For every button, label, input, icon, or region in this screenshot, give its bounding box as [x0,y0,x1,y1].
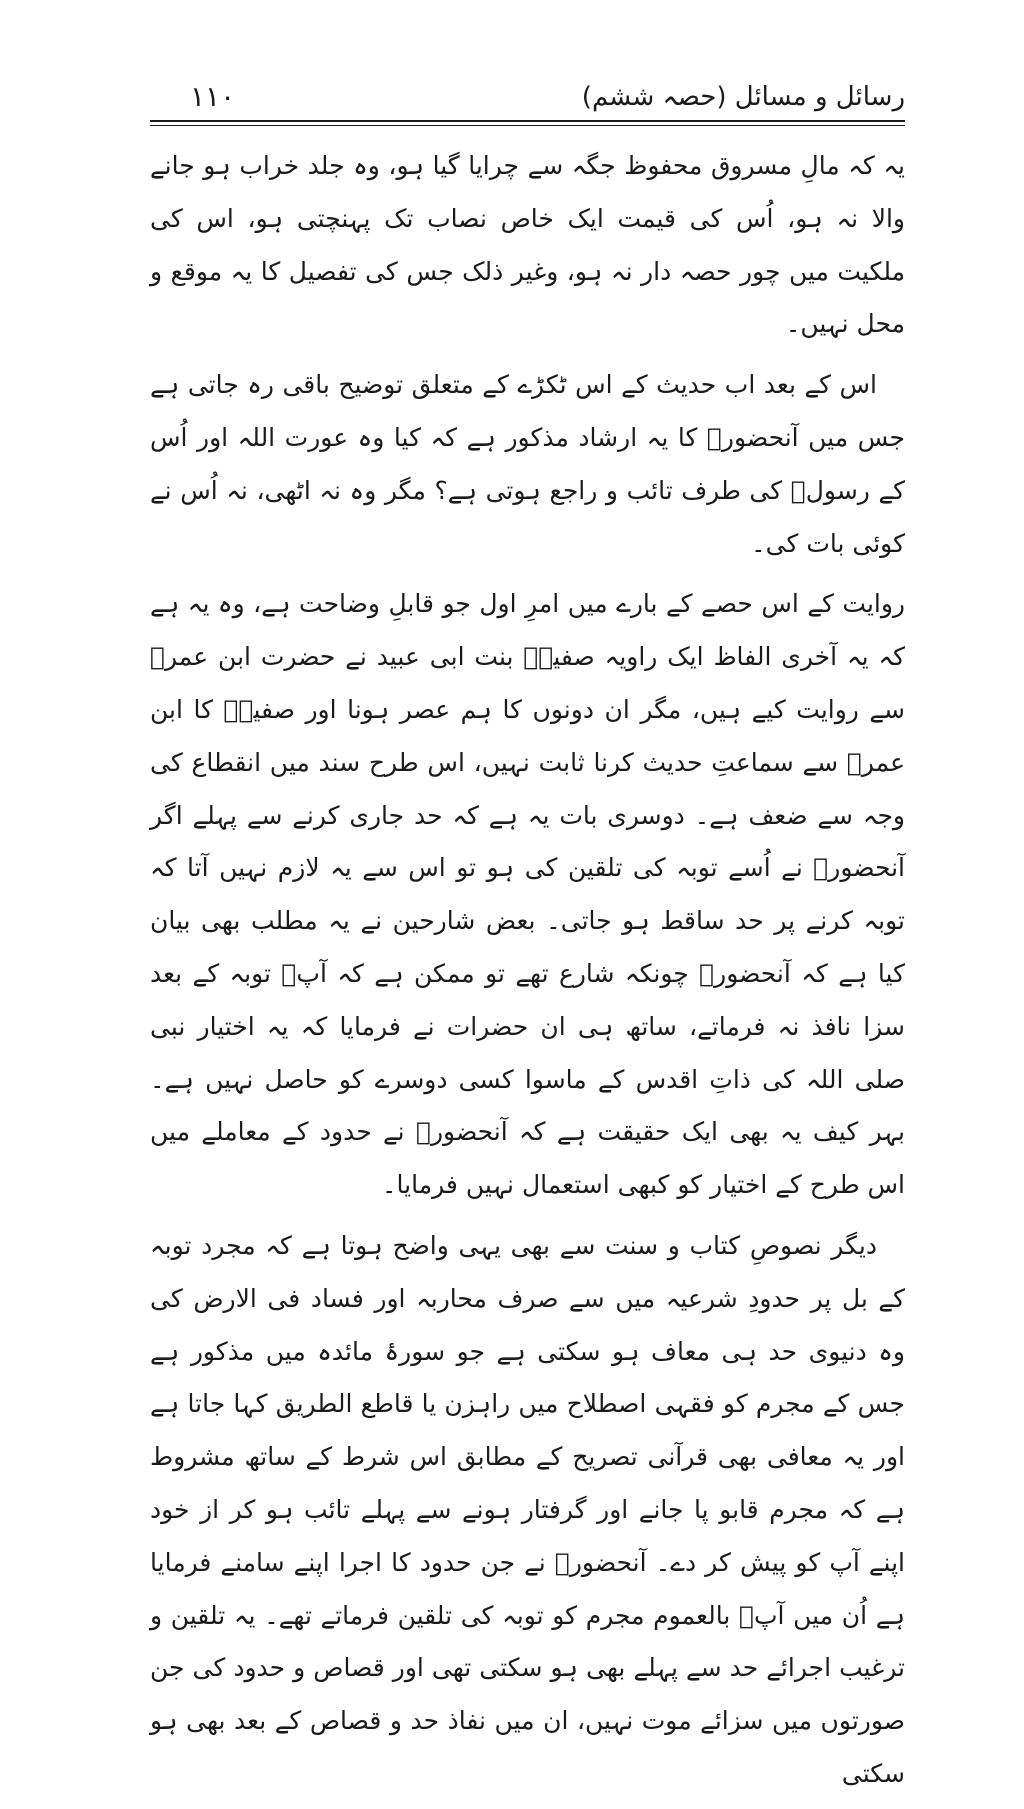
running-title: رسائل و مسائل (حصہ ششم) [581,82,905,112]
page-header [150,72,905,120]
body-text [150,140,905,1809]
paragraph-1: یہ کہ مالِ مسروق محفوظ جگہ سے چرایا گیا ہو، وہ جلد خراب ہو جانے والا نہ ہو، اُس کی قیمت ایک خاص نصاب تک پہنچتی ہو، اس کی ملکیت میں چور حصہ دار نہ ہو، وغیر ذلک جس کی تفصیل کا یہ موقع و محل نہیں۔ [150,151,905,339]
header-rule-thin [150,125,905,126]
paragraph-4: دیگر نصوصِ کتاب و سنت سے بھی یہی واضح ہوتا ہے کہ مجرد توبہ کے بل پر حدودِ شرعیہ میں سے صرف محاربہ اور فساد فی الارض کی وہ دنیوی حد ہی معاف ہو سکتی ہے جو سورۂ مائدہ میں مذکور ہے جس کے مجرم کو فقہی اصطلاح میں راہزن یا قاطع الطریق کہا جاتا ہے اور یہ معافی بھی قرآنی تصریح کے مطابق اس شرط کے ساتھ مشروط ہے کہ مجرم قابو پا جانے اور گرفتار ہونے سے پہلے تائب ہو کر از خود اپنے آپ کو پیش کر دے۔ آنحضورؐ نے جن حدود کا اجرا اپنے سامنے فرمایا ہے اُن میں آپؐ بالعموم مجرم کو توبہ کی تلقین فرماتے تھے۔ یہ تلقین و ترغیب اجرائے حد سے پہلے بھی ہو سکتی تھی اور قصاص و حدود کی جن صورتوں میں سزائے موت نہیں، ان میں نفاذ حد و قصاص کے بعد بھی ہو سکتی [150,1230,905,1788]
paragraph-3: روایت کے اس حصے کے بارے میں امرِ اول جو قابلِ وضاحت ہے، وہ یہ ہے کہ یہ آخری الفاظ ایک راویہ صفیہؒ بنت ابی عبید نے حضرت ابن عمرؓ سے روایت کیے ہیں، مگر ان دونوں کا ہم عصر ہونا اور صفیہؒ کا ابن عمرؓ سے سماعتِ حدیث کرنا ثابت نہیں، اس طرح سند میں انقطاع کی وجہ سے ضعف ہے۔ دوسری بات یہ ہے کہ حد جاری کرنے سے پہلے اگر آنحضورؐ نے اُسے توبہ کی تلقین کی ہو تو اس سے یہ لازم نہیں آتا کہ توبہ کرنے پر حد ساقط ہو جاتی۔ بعض شارحین نے یہ مطلب بھی بیان کیا ہے کہ آنحضورؐ چونکہ شارع تھے تو ممکن ہے کہ آپؐ توبہ کے بعد سزا نافذ نہ فرماتے، ساتھ ہی ان حضرات نے فرمایا کہ یہ اختیار نبی صلی اللہ کی ذاتِ اقدس کے ماسوا کسی دوسرے کو حاصل نہیں ہے۔ بہر کیف یہ بھی ایک حقیقت ہے کہ آنحضورؐ نے حدود کے معاملے میں اس طرح کے اختیار کو کبھی استعمال نہیں فرمایا۔ [150,589,905,1200]
paragraph-2: اس کے بعد اب حدیث کے اس ٹکڑے کے متعلق توضیح باقی رہ جاتی ہے جس میں آنحضورؐ کا یہ ارشاد مذکور ہے کہ کیا وہ عورت اللہ اور اُس کے رسولؐ کی طرف تائب و راجع ہوتی ہے؟ مگر وہ نہ اٹھی، نہ اُس نے کوئی بات کی۔ [150,370,905,558]
page-number: ۱۱۰ [190,80,236,113]
header-rule [150,120,905,122]
